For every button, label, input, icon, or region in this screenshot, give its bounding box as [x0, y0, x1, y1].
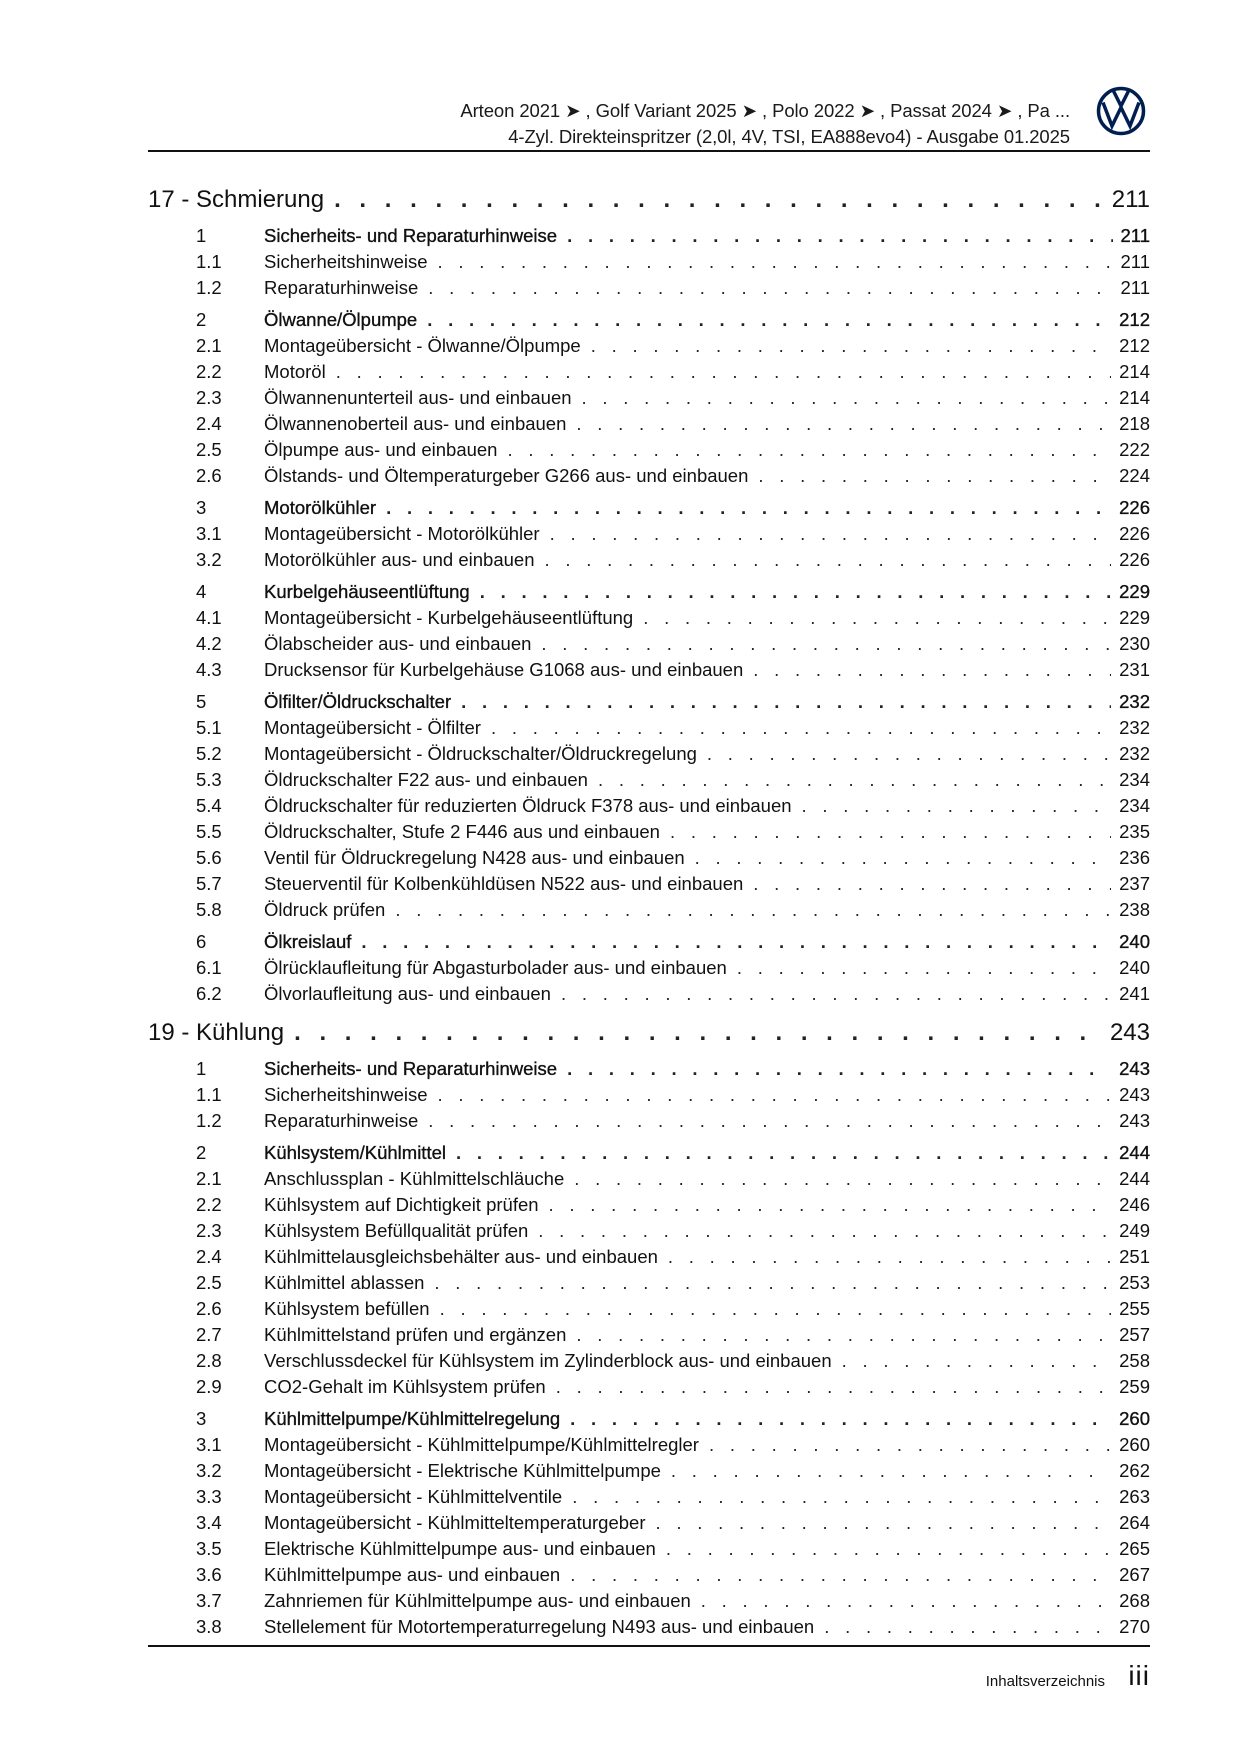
toc-subsection[interactable]: [148, 1220, 1150, 1246]
dot-leader: [567, 1058, 1111, 1080]
toc-entry-page: 243: [1119, 1058, 1150, 1079]
toc-subsection[interactable]: [148, 335, 1150, 361]
toc-entry-title: Kühlmittel ablassen: [264, 1272, 425, 1293]
toc-entry-title: Montageübersicht - Öldruckschalter/Öldruckregelung: [264, 743, 697, 764]
toc-subsection[interactable]: [148, 743, 1150, 769]
toc-subsection[interactable]: [148, 633, 1150, 659]
dot-leader: [591, 335, 1111, 357]
toc-entry-number: 2: [196, 1142, 207, 1163]
toc-entry-number: 3.2: [196, 1460, 222, 1481]
dot-leader: [656, 1512, 1112, 1534]
toc-entry-page: 262: [1119, 1460, 1150, 1481]
toc-entry-page: 270: [1119, 1616, 1150, 1637]
toc-subsection[interactable]: [148, 1194, 1150, 1220]
dot-leader: [336, 361, 1111, 383]
toc-entry-number: 5.2: [196, 743, 222, 764]
dot-leader: [434, 1272, 1111, 1294]
toc-entry-page: 214: [1119, 361, 1150, 382]
toc-entry-title: Sicherheits- und Reparaturhinweise: [264, 225, 558, 246]
toc-subsection[interactable]: [148, 607, 1150, 633]
toc-entry-number: 2: [196, 309, 207, 330]
dot-leader: [670, 821, 1111, 843]
toc-entry-page: 224: [1119, 465, 1150, 486]
toc-entry-number: 2.5: [196, 1272, 222, 1293]
toc-subsection[interactable]: [148, 795, 1150, 821]
toc-entry-title: Kühlmittelpumpe/Kühlmittelregelung: [264, 1408, 561, 1429]
toc-entry-page: 229: [1119, 581, 1150, 602]
dot-leader: [695, 847, 1111, 869]
toc-entry-page: 264: [1119, 1512, 1150, 1533]
toc-entry-title: 17 - Schmierung: [148, 186, 325, 213]
toc-entry-page: 232: [1119, 717, 1150, 738]
dot-leader: [456, 1142, 1111, 1164]
toc-entry-page: 222: [1119, 439, 1150, 460]
toc-entry-number: 5.1: [196, 717, 222, 738]
toc-entry-page: 211: [1120, 251, 1150, 272]
toc-entry-page: 229: [1119, 607, 1150, 628]
toc-entry-page: 257: [1119, 1324, 1150, 1345]
toc-subsection[interactable]: [148, 413, 1150, 439]
dot-leader: [507, 439, 1111, 461]
toc-entry-page: 211: [1120, 225, 1150, 246]
toc-entry-title: Kühlsystem befüllen: [264, 1298, 430, 1319]
toc-entry-title: 19 - Kühlung: [148, 1019, 285, 1046]
toc-subsection[interactable]: [148, 277, 1150, 303]
footer-section-label: Inhaltsverzeichnis: [985, 1673, 1105, 1690]
toc-entry-number: 5.5: [196, 821, 222, 842]
toc-entry-title: Ventil für Öldruckregelung N428 aus- und einbauen: [264, 847, 685, 868]
toc-section[interactable]: [148, 691, 1150, 717]
footer-page-number: iii: [1128, 1660, 1150, 1691]
toc-entry-title: Ölrücklaufleitung für Abgasturbolader aus- und einbauen: [264, 957, 727, 978]
toc-entry-page: 265: [1119, 1538, 1150, 1559]
toc-subsection[interactable]: [148, 1512, 1150, 1538]
toc-entry-page: 258: [1119, 1350, 1150, 1371]
toc-entry-number: 1.2: [196, 1110, 222, 1131]
dot-leader: [561, 983, 1111, 1005]
toc-entry-number: 4.1: [196, 607, 222, 628]
toc-entry-number: 2.6: [196, 465, 222, 486]
toc-entry-page: 243: [1119, 1110, 1150, 1131]
dot-leader: [598, 769, 1111, 791]
toc-section[interactable]: [148, 931, 1150, 957]
dot-leader: [544, 549, 1111, 571]
header-engine-edition: 4-Zyl. Direkteinspritzer (2,0l, 4V, TSI, EA888evo4) - Ausgabe 01.2025: [508, 126, 1070, 147]
toc-subsection[interactable]: [148, 1110, 1150, 1136]
toc-entry-number: 1: [196, 1058, 207, 1079]
toc-chapter[interactable]: [148, 186, 1150, 222]
toc-entry-title: Öldruckschalter F22 aus- und einbauen: [264, 769, 588, 790]
toc-subsection[interactable]: [148, 387, 1150, 413]
dot-leader: [576, 1324, 1111, 1346]
toc-entry-title: Ölwannenoberteil aus- und einbauen: [264, 413, 567, 434]
toc-entry-title: Montageübersicht - Elektrische Kühlmittelpumpe: [264, 1460, 661, 1481]
toc-entry-title: Zahnriemen für Kühlmittelpumpe aus- und einbauen: [264, 1590, 691, 1611]
toc-entry-title: Kühlsystem/Kühlmittel: [264, 1142, 446, 1163]
toc-entry-title: Montageübersicht - Kühlmittelventile: [264, 1486, 563, 1507]
toc-entry-title: Kühlsystem auf Dichtigkeit prüfen: [264, 1194, 539, 1215]
dot-leader: [556, 1376, 1111, 1398]
toc-entry-number: 6: [196, 931, 207, 952]
toc-entry-page: 226: [1119, 549, 1150, 570]
dot-leader: [541, 633, 1111, 655]
toc-entry-page: 237: [1119, 873, 1150, 894]
toc-entry-page: 232: [1119, 691, 1150, 712]
dot-leader: [386, 497, 1111, 519]
toc-subsection[interactable]: [148, 847, 1150, 873]
toc-subsection[interactable]: [148, 1246, 1150, 1272]
dot-leader: [567, 225, 1112, 247]
toc-entry-number: 2.4: [196, 1246, 222, 1267]
toc-section[interactable]: [148, 1142, 1150, 1168]
toc-entry-page: 234: [1119, 769, 1150, 790]
dot-leader: [538, 1220, 1111, 1242]
toc-entry-number: 5.6: [196, 847, 222, 868]
toc-entry-title: Ölabscheider aus- und einbauen: [264, 633, 532, 654]
dot-leader: [643, 607, 1111, 629]
toc-entry-number: 3: [196, 497, 207, 518]
toc-entry-page: 211: [1120, 277, 1150, 298]
toc-entry-page: 241: [1119, 983, 1150, 1004]
toc-entry-title: Sicherheits- und Reparaturhinweise: [264, 1058, 558, 1079]
toc-subsection[interactable]: [148, 1460, 1150, 1486]
toc-entry-title: Öldruckschalter für reduzierten Öldruck F378 aus- und einbauen: [264, 795, 792, 816]
toc-entry-title: Kühlmittelstand prüfen und ergänzen: [264, 1324, 567, 1345]
toc-entry-number: 1.1: [196, 1084, 222, 1105]
toc-section[interactable]: [148, 1408, 1150, 1434]
dot-leader: [440, 1298, 1112, 1320]
dot-leader: [737, 957, 1111, 979]
toc-entry-number: 1.1: [196, 251, 222, 272]
toc-entry-title: Öldruck prüfen: [264, 899, 386, 920]
toc-entry-page: 263: [1119, 1486, 1150, 1507]
toc-entry-page: 268: [1119, 1590, 1150, 1611]
toc-section[interactable]: [148, 309, 1150, 335]
toc-subsection[interactable]: [148, 1590, 1150, 1616]
vw-logo-icon: [1096, 86, 1146, 136]
toc-entry-page: 211: [1111, 186, 1150, 213]
toc-entry-number: 2.7: [196, 1324, 222, 1345]
toc-entry-title: Ölkreislauf: [264, 931, 352, 952]
toc-subsection[interactable]: [148, 899, 1150, 925]
toc-entry-title: Kühlsystem Befüllqualität prüfen: [264, 1220, 529, 1241]
dot-leader: [666, 1538, 1111, 1560]
dot-leader: [671, 1460, 1111, 1482]
toc-entry-title: Montageübersicht - Kurbelgehäuseentlüftung: [264, 607, 634, 628]
toc-section[interactable]: [148, 497, 1150, 523]
toc-entry-page: 249: [1119, 1220, 1150, 1241]
toc-entry-title: Montageübersicht - Ölwanne/Ölpumpe: [264, 335, 581, 356]
dot-leader: [824, 1616, 1111, 1638]
toc-entry-title: Motoröl: [264, 361, 326, 382]
toc-entry-page: 267: [1119, 1564, 1150, 1585]
toc-subsection[interactable]: [148, 1350, 1150, 1376]
toc-entry-title: Reparaturhinweise: [264, 1110, 419, 1131]
toc-entry-number: 4: [196, 581, 207, 602]
toc-entry-page: 246: [1119, 1194, 1150, 1215]
toc-entry-page: 231: [1119, 659, 1150, 680]
dot-leader: [550, 523, 1112, 545]
dot-leader: [570, 1408, 1111, 1430]
toc-subsection[interactable]: [148, 1168, 1150, 1194]
toc-entry-number: 3.6: [196, 1564, 222, 1585]
dot-leader: [428, 277, 1112, 299]
toc-entry-title: Reparaturhinweise: [264, 277, 419, 298]
dot-leader: [428, 1110, 1111, 1132]
dot-leader: [802, 795, 1112, 817]
toc-entry-number: 5.4: [196, 795, 222, 816]
toc-entry-page: 238: [1119, 899, 1150, 920]
toc-entry-title: Montageübersicht - Kühlmittelpumpe/Kühlmittelregler: [264, 1434, 699, 1455]
toc-entry-number: 3.2: [196, 549, 222, 570]
toc-section[interactable]: [148, 581, 1150, 607]
toc-subsection[interactable]: [148, 1538, 1150, 1564]
toc-entry-page: 243: [1109, 1019, 1150, 1046]
toc-subsection[interactable]: [148, 1376, 1150, 1402]
toc-entry-title: Ölwannenunterteil aus- und einbauen: [264, 387, 572, 408]
toc-entry-page: 251: [1119, 1246, 1150, 1267]
toc-entry-number: 2.8: [196, 1350, 222, 1371]
dot-leader: [461, 691, 1111, 713]
toc-subsection[interactable]: [148, 873, 1150, 899]
toc-entry-title: Steuerventil für Kolbenkühldüsen N522 aus- und einbauen: [264, 873, 744, 894]
dot-leader: [438, 251, 1113, 273]
toc-entry-title: Montageübersicht - Motorölkühler: [264, 523, 540, 544]
dot-leader: [701, 1590, 1111, 1612]
toc-entry-title: Kühlmittelausgleichsbehälter aus- und einbauen: [264, 1246, 658, 1267]
page-header: [0, 0, 1240, 160]
dot-leader: [361, 931, 1111, 953]
dot-leader: [334, 186, 1104, 214]
toc-entry-title: Verschlussdeckel für Kühlsystem im Zylinderblock aus- und einbauen: [264, 1350, 832, 1371]
toc-entry-title: Ölfilter/Öldruckschalter: [264, 691, 452, 712]
toc-entry-page: 255: [1119, 1298, 1150, 1319]
toc-subsection[interactable]: [148, 659, 1150, 685]
toc-entry-number: 3.1: [196, 523, 222, 544]
dot-leader: [709, 1434, 1111, 1456]
toc-entry-page: 259: [1119, 1376, 1150, 1397]
toc-subsection[interactable]: [148, 769, 1150, 795]
toc-entry-page: 240: [1119, 957, 1150, 978]
toc-entry-number: 2.3: [196, 387, 222, 408]
dot-leader: [572, 1486, 1111, 1508]
toc-subsection[interactable]: [148, 1564, 1150, 1590]
dot-leader: [668, 1246, 1111, 1268]
toc-entry-title: Ölwanne/Ölpumpe: [264, 309, 418, 330]
toc-subsection[interactable]: [148, 1272, 1150, 1298]
toc-entry-title: Elektrische Kühlmittelpumpe aus- und einbauen: [264, 1538, 656, 1559]
dot-leader: [707, 743, 1111, 765]
toc-entry-number: 1.2: [196, 277, 222, 298]
dot-leader: [758, 465, 1111, 487]
toc-entry-page: 234: [1119, 795, 1150, 816]
dot-leader: [753, 659, 1111, 681]
toc-entry-number: 6.2: [196, 983, 222, 1004]
toc-entry-page: 244: [1119, 1168, 1150, 1189]
toc-entry-title: Kühlmittelpumpe aus- und einbauen: [264, 1564, 561, 1585]
toc-entry-page: 244: [1119, 1142, 1150, 1163]
toc-entry-page: 260: [1119, 1408, 1150, 1429]
toc-entry-page: 232: [1119, 743, 1150, 764]
toc-entry-title: Montageübersicht - Ölfilter: [264, 717, 481, 738]
toc-entry-page: 235: [1119, 821, 1150, 842]
toc-entry-number: 2.2: [196, 361, 222, 382]
toc-entry-title: Stellelement für Motortemperaturregelung N493 aus- und einbauen: [264, 1616, 815, 1637]
toc-subsection[interactable]: [148, 361, 1150, 387]
toc-subsection[interactable]: [148, 549, 1150, 575]
dot-leader: [294, 1019, 1102, 1047]
dot-leader: [570, 1564, 1111, 1586]
toc-subsection[interactable]: [148, 439, 1150, 465]
toc-subsection[interactable]: [148, 1298, 1150, 1324]
toc-entry-title: Anschlussplan - Kühlmittelschläuche: [264, 1168, 565, 1189]
toc-subsection[interactable]: [148, 251, 1150, 277]
toc-entry-number: 2.2: [196, 1194, 222, 1215]
toc-entry-page: 212: [1119, 309, 1150, 330]
toc-entry-number: 3.3: [196, 1486, 222, 1507]
toc-subsection[interactable]: [148, 1084, 1150, 1110]
toc-entry-number: 3.5: [196, 1538, 222, 1559]
toc-entry-number: 2.6: [196, 1298, 222, 1319]
toc-entry-number: 3.4: [196, 1512, 222, 1533]
toc-entry-page: 226: [1119, 523, 1150, 544]
dot-leader: [753, 873, 1111, 895]
toc-entry-number: 4.3: [196, 659, 222, 680]
dot-leader: [427, 309, 1111, 331]
toc-subsection[interactable]: [148, 1324, 1150, 1350]
toc-entry-title: Motorölkühler aus- und einbauen: [264, 549, 535, 570]
toc-entry-title: Motorölkühler: [264, 497, 377, 518]
toc-entry-page: 236: [1119, 847, 1150, 868]
toc-entry-number: 3.1: [196, 1434, 222, 1455]
toc-entry-number: 5: [196, 691, 207, 712]
toc-entry-page: 260: [1119, 1434, 1150, 1455]
dot-leader: [491, 717, 1111, 739]
toc-entry-number: 2.4: [196, 413, 222, 434]
toc-entry-number: 3.7: [196, 1590, 222, 1611]
toc-entry-title: Ölvorlaufleitung aus- und einbauen: [264, 983, 551, 1004]
toc-entry-page: 212: [1119, 335, 1150, 356]
toc-entry-title: Drucksensor für Kurbelgehäuse G1068 aus- und einbauen: [264, 659, 744, 680]
toc-entry-number: 2.1: [196, 1168, 222, 1189]
toc-entry-title: Ölstands- und Öltemperaturgeber G266 aus- und einbauen: [264, 465, 749, 486]
toc-entry-page: 230: [1119, 633, 1150, 654]
table-of-contents: [148, 186, 1150, 1642]
toc-entry-number: 3: [196, 1408, 207, 1429]
header-vehicle-models: Arteon 2021 ➤ , Golf Variant 2025 ➤ , Polo 2022 ➤ , Passat 2024 ➤ , Pa ...: [460, 100, 1070, 121]
toc-section[interactable]: [148, 225, 1150, 251]
toc-entry-title: Sicherheitshinweise: [264, 1084, 428, 1105]
toc-subsection[interactable]: [148, 523, 1150, 549]
dot-leader: [549, 1194, 1112, 1216]
dot-leader: [438, 1084, 1112, 1106]
toc-section[interactable]: [148, 1058, 1150, 1084]
dot-leader: [582, 387, 1112, 409]
header-divider: [148, 150, 1150, 152]
toc-entry-number: 1: [196, 225, 207, 246]
dot-leader: [395, 899, 1111, 921]
toc-entry-title: Montageübersicht - Kühlmitteltemperaturgeber: [264, 1512, 646, 1533]
toc-subsection[interactable]: [148, 1434, 1150, 1460]
toc-entry-title: Kurbelgehäuseentlüftung: [264, 581, 470, 602]
toc-entry-number: 2.3: [196, 1220, 222, 1241]
toc-subsection[interactable]: [148, 957, 1150, 983]
toc-subsection[interactable]: [148, 717, 1150, 743]
toc-entry-number: 3.8: [196, 1616, 222, 1637]
toc-subsection[interactable]: [148, 983, 1150, 1009]
dot-leader: [480, 581, 1111, 603]
dot-leader: [574, 1168, 1111, 1190]
toc-subsection[interactable]: [148, 1486, 1150, 1512]
toc-entry-page: 218: [1119, 413, 1150, 434]
toc-entry-number: 2.5: [196, 439, 222, 460]
toc-subsection[interactable]: [148, 821, 1150, 847]
toc-entry-title: Öldruckschalter, Stufe 2 F446 aus und einbauen: [264, 821, 660, 842]
toc-entry-number: 5.7: [196, 873, 222, 894]
toc-chapter[interactable]: [148, 1019, 1150, 1055]
toc-entry-number: 5.3: [196, 769, 222, 790]
toc-entry-page: 243: [1119, 1084, 1150, 1105]
toc-entry-title: Sicherheitshinweise: [264, 251, 428, 272]
dot-leader: [576, 413, 1111, 435]
toc-entry-page: 253: [1119, 1272, 1150, 1293]
toc-entry-page: 214: [1119, 387, 1150, 408]
toc-entry-page: 226: [1119, 497, 1150, 518]
toc-entry-number: 2.9: [196, 1376, 222, 1397]
toc-entry-number: 4.2: [196, 633, 222, 654]
toc-entry-number: 6.1: [196, 957, 222, 978]
toc-subsection[interactable]: [148, 1616, 1150, 1642]
toc-entry-number: 5.8: [196, 899, 222, 920]
dot-leader: [842, 1350, 1112, 1372]
toc-entry-number: 2.1: [196, 335, 222, 356]
footer-divider: [148, 1645, 1150, 1647]
toc-entry-title: CO2-Gehalt im Kühlsystem prüfen: [264, 1376, 546, 1397]
toc-entry-page: 240: [1119, 931, 1150, 952]
toc-entry-title: Ölpumpe aus- und einbauen: [264, 439, 498, 460]
toc-subsection[interactable]: [148, 465, 1150, 491]
